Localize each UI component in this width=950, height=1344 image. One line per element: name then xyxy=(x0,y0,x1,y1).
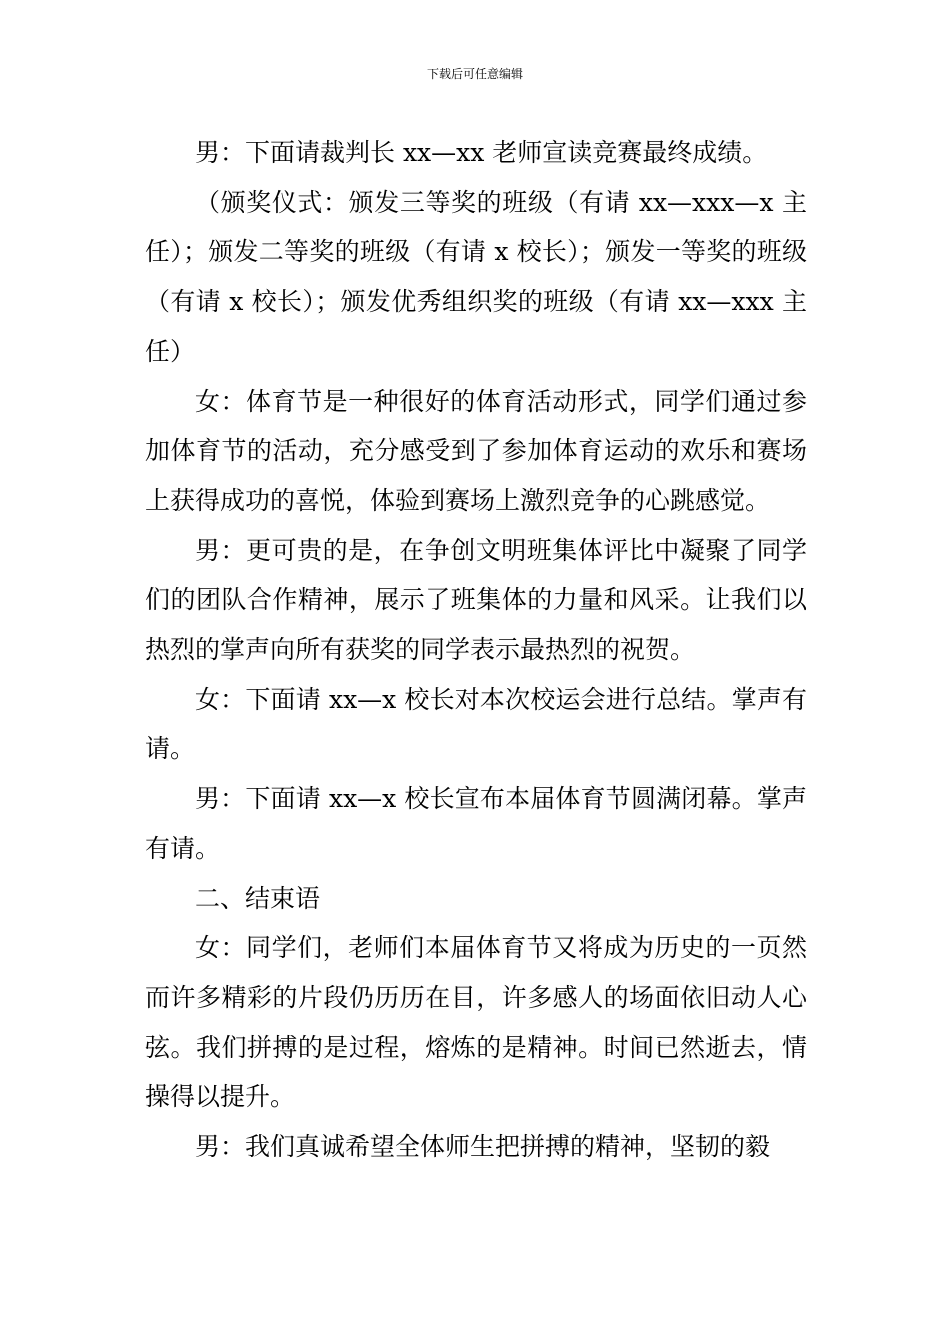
paragraph-closing-announcement: 男：下面请 xx—x 校长宣布本届体育节圆满闭幕。掌声有请。 xyxy=(145,784,807,863)
paragraph-closing-remarks: 女：同学们，老师们本届体育节又将成为历史的一页然而许多精彩的片段仍历历在目，许多感人的场面依旧动人心弦。我们拼搏的是过程，熔炼的是精神。时间已然逝去，情操得以提升。 xyxy=(145,933,807,1112)
paragraph-judge-results: 男：下面请裁判长 xx—xx 老师宣读竞赛最终成绩。 xyxy=(195,138,768,167)
paragraph-principal-summary: 女：下面请 xx—x 校长对本次校运会进行总结。掌声有请。 xyxy=(145,684,807,764)
document-body xyxy=(145,128,807,1172)
paragraph-final-wish: 男：我们真诚希望全体师生把拼搏的精神，坚韧的毅 xyxy=(195,1132,771,1162)
paragraph-award-ceremony: （颁奖仪式：颁发三等奖的班级（有请 xx—xxx—x 主任）；颁发二等奖的班级（有请 x 校长）；颁发一等奖的班级（有请 x 校长）；颁发优秀组织奖的班级（有请 xx—xxx 主任） xyxy=(145,187,807,366)
paragraph-sports-festival: 女：体育节是一种很好的体育活动形式，同学们通过参加体育节的活动，充分感受到了参加体育运动的欢乐和赛场上获得成功的喜悦，体验到赛场上激烈竞争的心跳感觉。 xyxy=(145,386,807,515)
page-header-note: 下载后可任意编辑 xyxy=(426,67,523,81)
section-heading-closing: 二、结束语 xyxy=(195,883,321,913)
paragraph-team-spirit: 男：更可贵的是，在争创文明班集体评比中凝聚了同学们的团队合作精神，展示了班集体的力量和风采。让我们以热烈的掌声向所有获奖的同学表示最热烈的祝贺。 xyxy=(145,535,807,665)
